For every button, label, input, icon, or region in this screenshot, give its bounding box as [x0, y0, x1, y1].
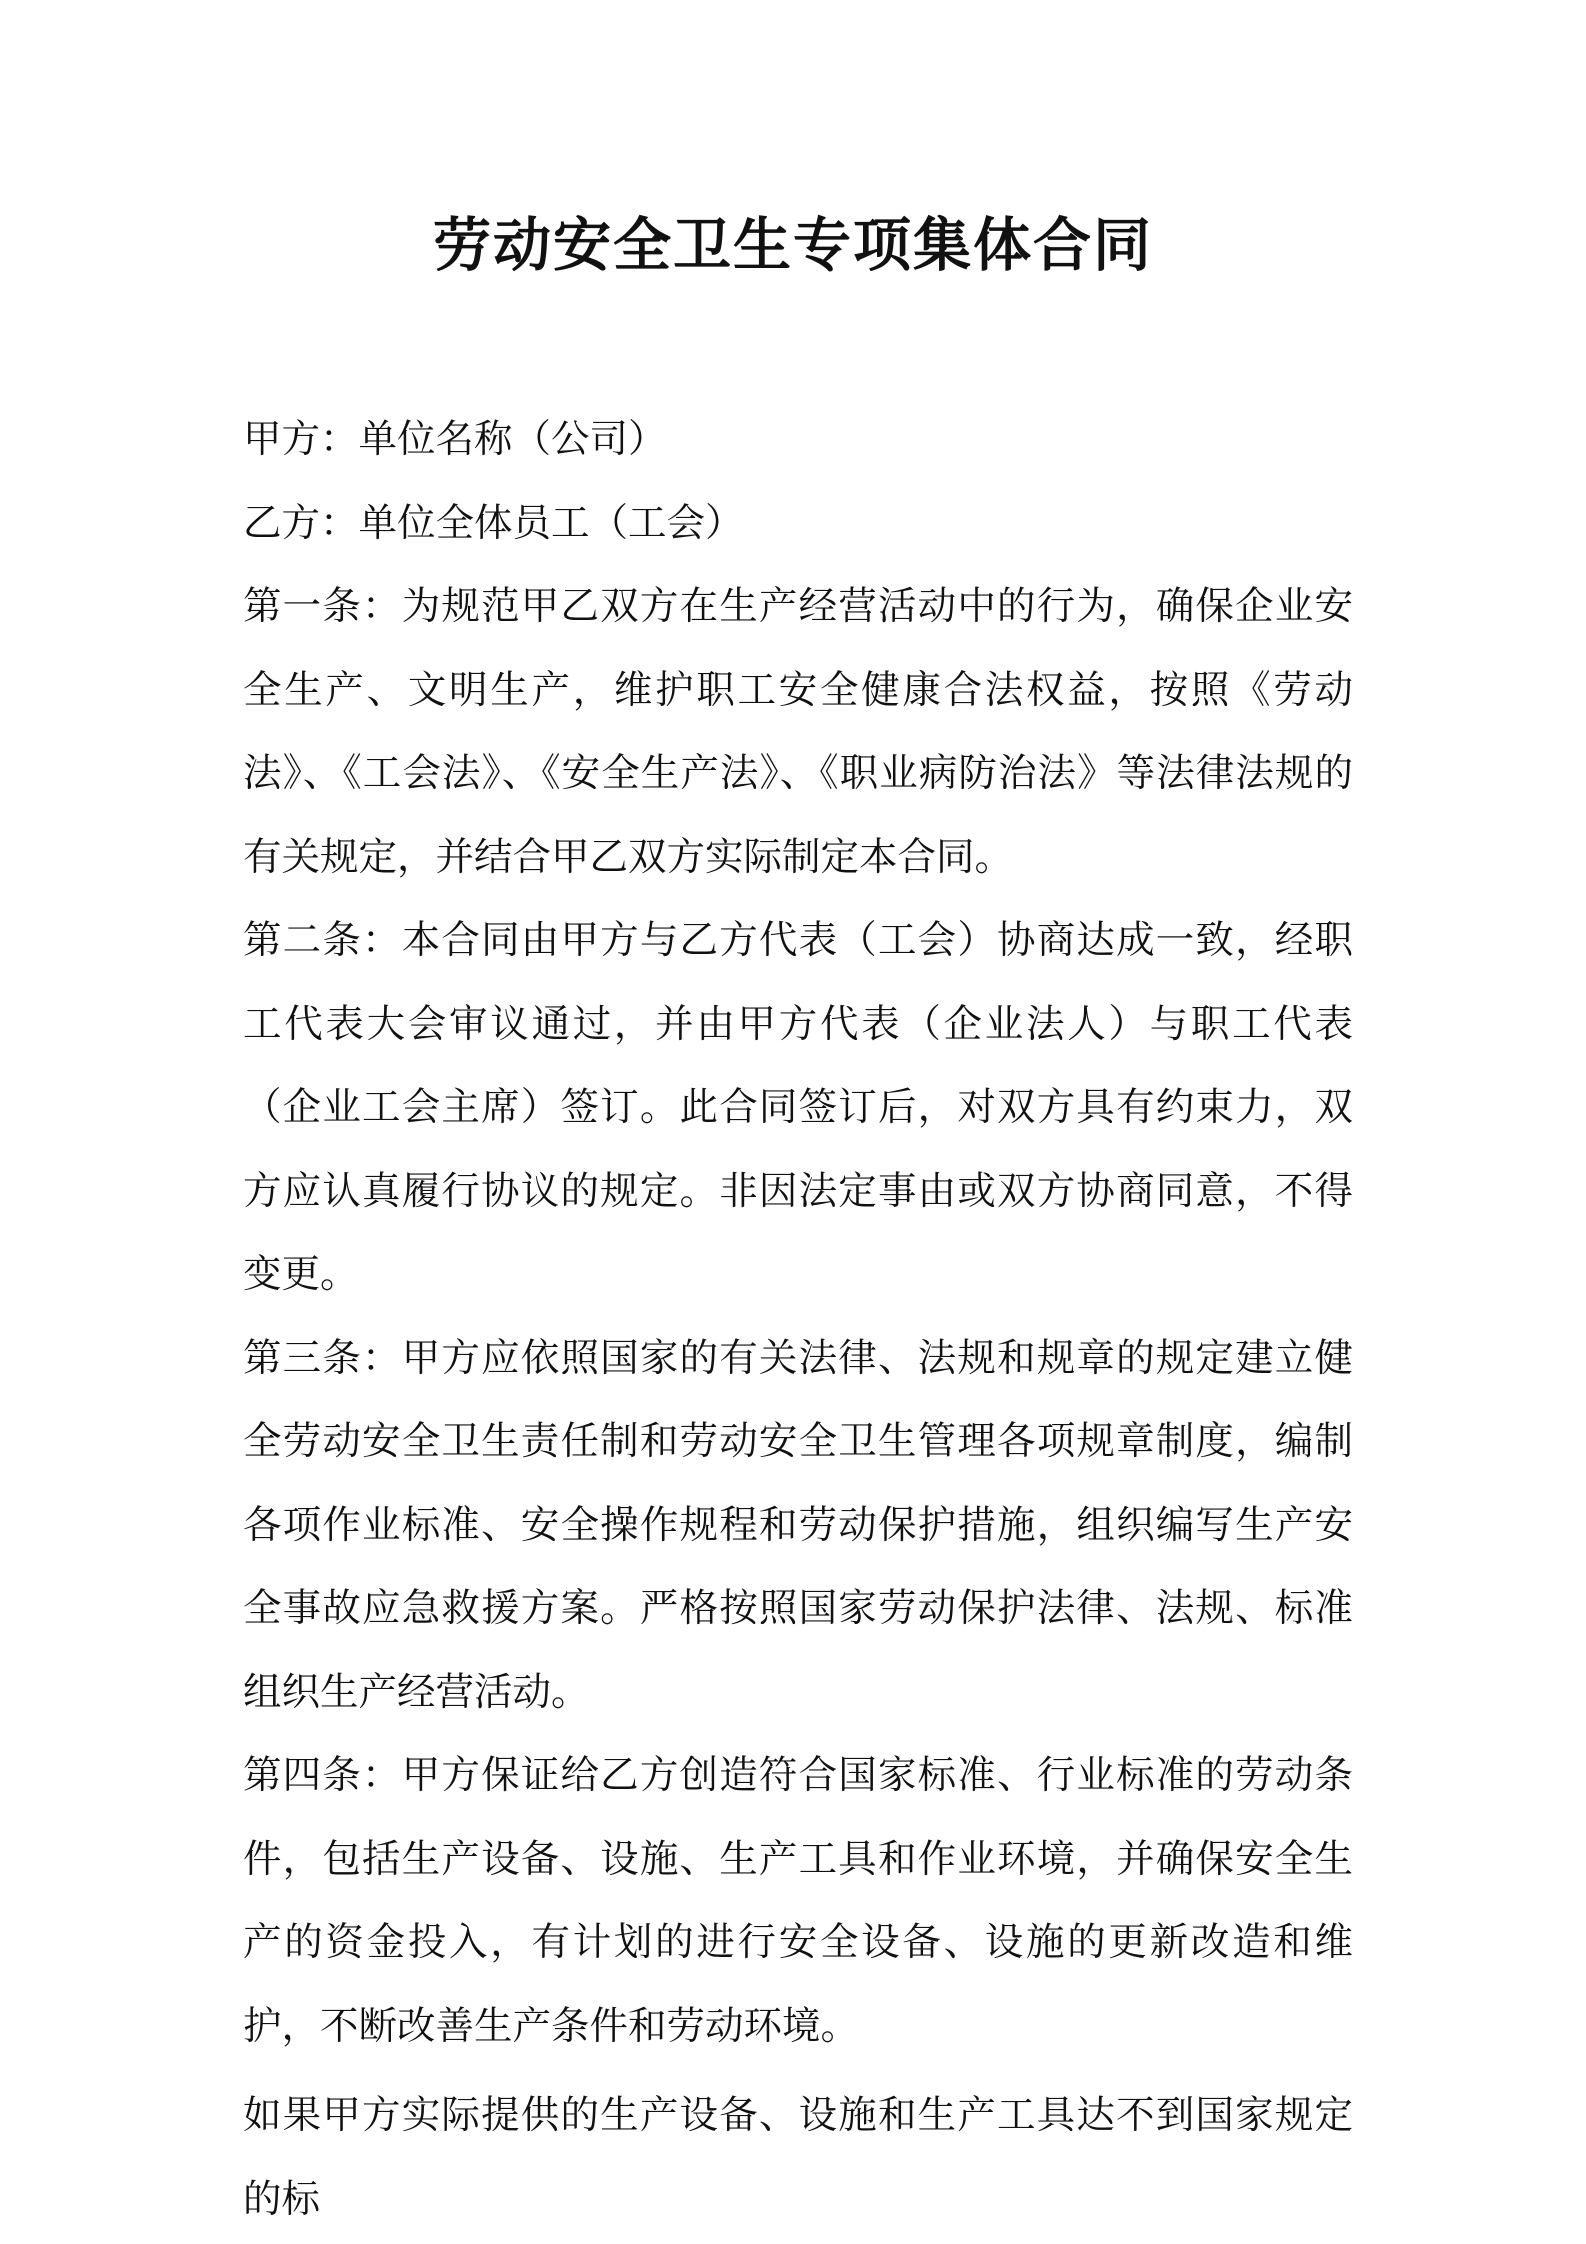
party-b-line: 乙方：单位全体员工（工会）	[243, 500, 744, 546]
article-4-continuation: 如果甲方实际提供的生产设备、设施和生产工具达不到国家规定的标	[243, 2093, 1353, 2222]
article-1: 第一条：为规范甲乙双方在生产经营活动中的行为，确保企业安全生产、文明生产，维护职工安全健康合法权益，按照《劳动法》、《工会法》、《安全生产法》、《职业病防治法》等法律法规的有关规定，并结合甲乙双方实际制定本合同。	[243, 584, 1353, 880]
article-3: 第三条：甲方应依照国家的有关法律、法规和规章的规定建立健全劳动安全卫生责任制和劳动安全卫生管理各项规章制度，编制各项作业标准、安全操作规程和劳动保护措施，组织编写生产安全事故应急救援方案。严格按照国家劳动保护法律、法规、标准组织生产经营活动。	[243, 1335, 1353, 1715]
article-2: 第二条：本合同由甲方与乙方代表（工会）协商达成一致，经职工代表大会审议通过，并由甲方代表（企业法人）与职工代表（企业工会主席）签订。此合同签订后，对双方具有约束力，双方应认真履行协议的规定。非因法定事由或双方协商同意，不得变更。	[243, 918, 1353, 1297]
party-a-line: 甲方：单位名称（公司）	[243, 417, 667, 462]
document-body	[243, 398, 1353, 2241]
document-title: 劳动安全卫生专项集体合同	[432, 211, 1153, 279]
article-4: 第四条：甲方保证给乙方创造符合国家标准、行业标准的劳动条件，包括生产设备、设施、生产工具和作业环境，并确保安全生产的资金投入，有计划的进行安全设备、设施的更新改造和维护，不断改善生产条件和劳动环境。	[243, 1753, 1353, 2049]
